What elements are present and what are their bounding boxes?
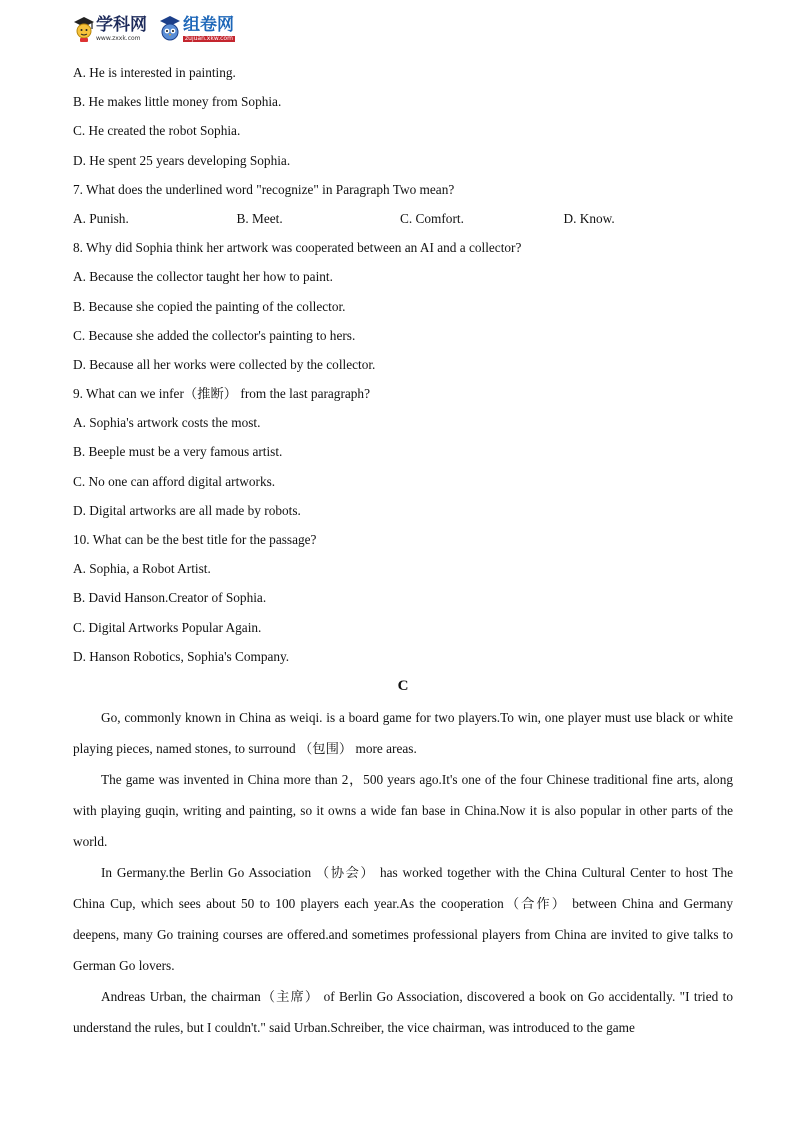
q9-question: 9. What can we infer（推断） from the last paragraph?	[73, 386, 370, 402]
q7-option-b[interactable]: B. Meet.	[236, 210, 283, 226]
zxxk-logo[interactable]	[72, 15, 147, 43]
q7-option-a[interactable]: A. Punish.	[73, 210, 129, 226]
q6-option-c[interactable]: C. He created the robot Sophia.	[73, 123, 241, 139]
passage-paragraph-1: Go, commonly known in China as weiqi. is a board game for two players.To win, one player must use black or white playing pieces, named stones, to surround （包围） more areas.	[73, 709, 733, 756]
q10-option-d[interactable]: D. Hanson Robotics, Sophia's Company.	[73, 648, 290, 664]
q8-question: 8. Why did Sophia think her artwork was cooperated between an AI and a collector?	[73, 240, 522, 256]
section-heading: C	[397, 677, 409, 694]
page-header	[72, 12, 245, 46]
q7-question: 7. What does the underlined word "recognize" in Paragraph Two mean?	[73, 181, 455, 197]
zxxk-logo-name: 学科网	[96, 14, 147, 35]
q7-option-d[interactable]: D. Know.	[563, 210, 615, 226]
owl-mascot-icon	[157, 15, 183, 43]
passage-paragraph-3: In Germany.the Berlin Go Association （协会） has worked together with the China Cultural Center to host The China Cup, which sees about 50 to 100 players each year.As the cooperation（合作） between China and Germany deepens, many Go training courses are offered.and sometimes professional players from China are invited to give talks to German Go lovers.	[73, 864, 733, 973]
q9-option-d[interactable]: D. Digital artworks are all made by robots.	[73, 502, 301, 518]
document-body	[73, 58, 733, 1043]
passage-paragraph-2: The game was invented in China more than 2，500 years ago.It's one of the four Chinese traditional fine arts, along with playing guqin, writing and painting, so it owns a wide fan base in China.Now it is also popular in other parts of the world.	[73, 771, 733, 849]
q8-option-d[interactable]: D. Because all her works were collected by the collector.	[73, 356, 376, 372]
zujuan-logo-name: 组卷网	[183, 14, 234, 35]
q9-option-c[interactable]: C. No one can afford digital artworks.	[73, 473, 276, 489]
q10-option-c[interactable]: C. Digital Artworks Popular Again.	[73, 619, 262, 635]
q8-option-c[interactable]: C. Because she added the collector's painting to hers.	[73, 327, 356, 343]
q8-option-a[interactable]: A. Because the collector taught her how to paint.	[73, 269, 333, 285]
q10-option-a[interactable]: A. Sophia, a Robot Artist.	[73, 561, 211, 577]
q10-option-b[interactable]: B. David Hanson.Creator of Sophia.	[73, 590, 267, 606]
q10-question: 10. What can be the best title for the passage?	[73, 532, 317, 547]
zujuan-logo[interactable]	[157, 15, 235, 43]
q6-option-d[interactable]: D. He spent 25 years developing Sophia.	[73, 152, 291, 168]
mascot-icon	[72, 15, 96, 43]
q8-option-b[interactable]: B. Because she copied the painting of the collector.	[73, 298, 346, 314]
q7-options	[73, 204, 733, 233]
zujuan-logo-url: zujuan.xkw.com	[185, 34, 233, 42]
q9-option-a[interactable]: A. Sophia's artwork costs the most.	[73, 415, 261, 431]
q9-option-b[interactable]: B. Beeple must be a very famous artist.	[73, 444, 283, 460]
q7-option-c[interactable]: C. Comfort.	[400, 210, 464, 226]
zxxk-logo-url: www.zxxk.com	[96, 34, 141, 42]
q6-option-b[interactable]: B. He makes little money from Sophia.	[73, 94, 282, 110]
passage-paragraph-4: Andreas Urban, the chairman（主席） of Berlin Go Association, discovered a book on Go accidentally. "I tried to understand the rules, but I couldn't." said Urban.Schreiber, the vice chairman, was introduced to the game	[73, 988, 733, 1035]
q6-option-a[interactable]: A. He is interested in painting.	[73, 65, 236, 80]
